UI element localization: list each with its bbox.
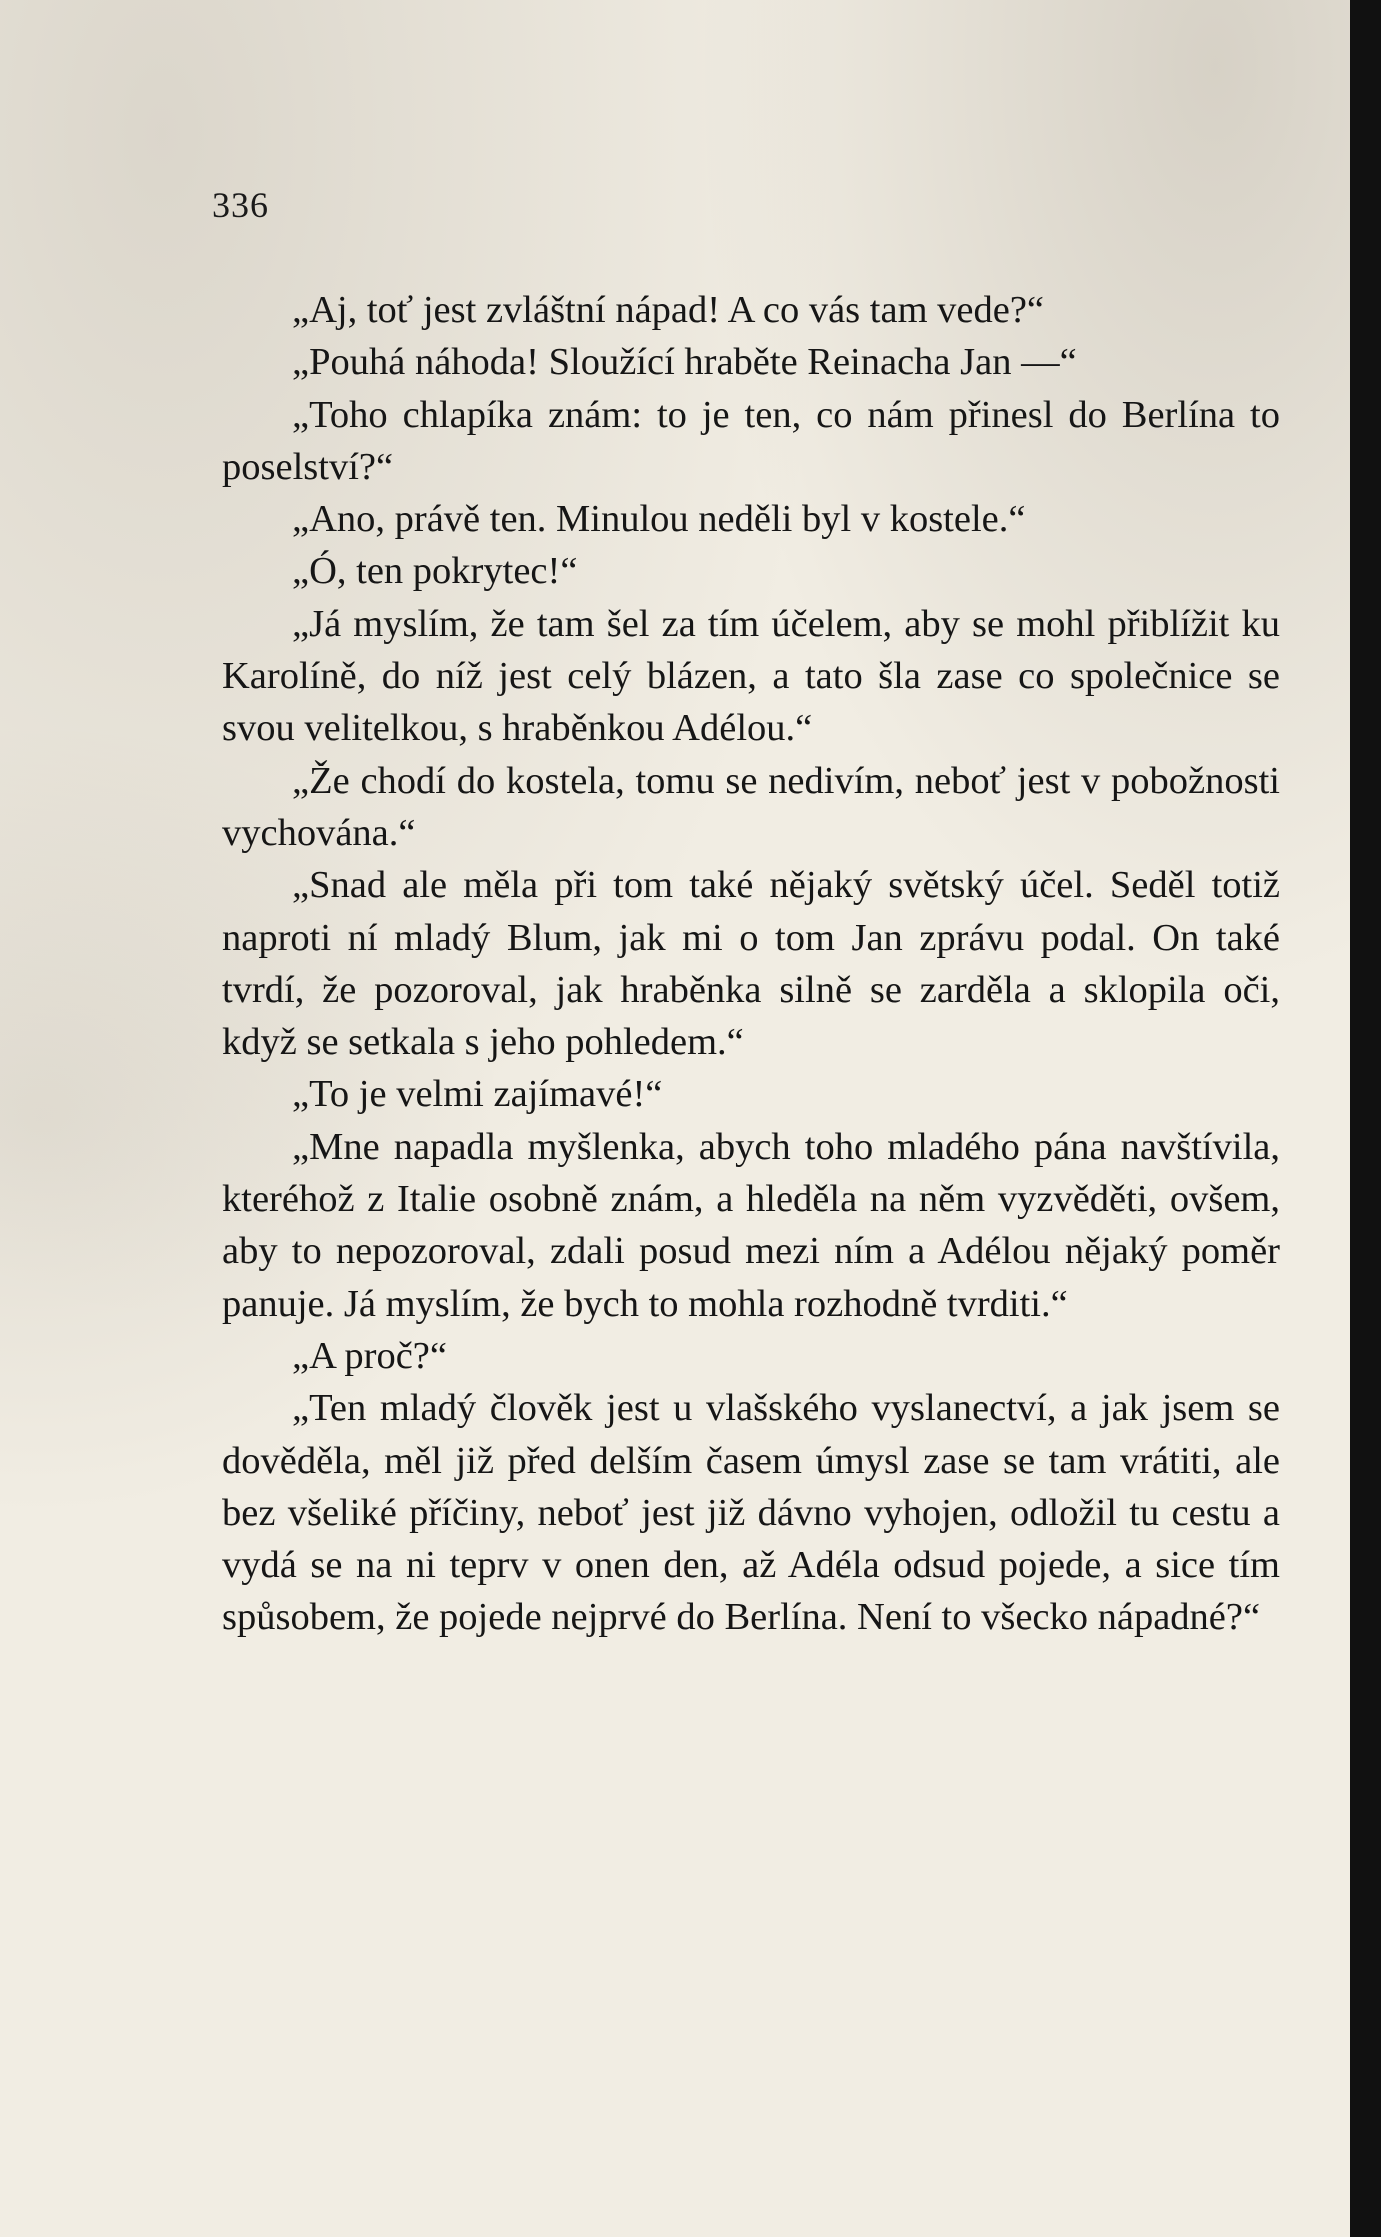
paragraph: „Já myslím, že tam šel za tím účelem, aby se mohl přiblížit ku Karolíně, do níž jest celý blázen, a tato šla zase co společnice se svou velitelkou, s hraběnkou Adélou.“ (222, 602, 1280, 750)
paragraph: „Ó, ten pokrytec!“ (292, 550, 578, 593)
scan-edge (1350, 0, 1381, 2237)
paragraph: „A proč?“ (292, 1334, 447, 1377)
paragraph: „Toho chlapíka znám: to je ten, co nám přinesl do Berlína to poselství?“ (222, 393, 1280, 488)
paragraph: „Mne napadla myšlenka, abych toho mladého pána navštívila, kteréhož z Italie osobně znám, a hleděla na něm vyzvěděti, ovšem, aby to nepozoroval, zdali posud mezi ním a Adélou nějaký poměr panuje. Já myslím, že bych to mohla rozhodně tvrditi.“ (222, 1125, 1280, 1325)
paragraph: „Aj, toť jest zvláštní nápad! A co vás tam vede?“ (292, 289, 1044, 331)
paragraph: „Pouhá náhoda! Sloužící hraběte Reinacha Jan —“ (292, 341, 1077, 384)
paragraph: „To je velmi zajímavé!“ (292, 1073, 663, 1116)
page-number: 336 (212, 185, 269, 225)
paragraph: „Že chodí do kostela, tomu se nedivím, neboť jest v pobožnosti vychována.“ (222, 759, 1280, 854)
paragraph: „Ten mladý člověk jest u vlašského vyslanectví, a jak jsem se dověděla, měl již před delším časem úmysl zase se tam vrátiti, ale bez všeliké příčiny, neboť jest již dávno vyhojen, odložil tu cestu a vydá se na ni teprv v onen den, až Adéla odsud pojede, a sice tím spůsobem, že pojede nejprvé do Berlína. Není to všecko nápadné?“ (222, 1387, 1280, 1639)
paragraph: „Snad ale měla při tom také nějaký světský účel. Seděl totiž naproti ní mladý Blum, jak mi o tom Jan zprávu podal. On také tvrdí, že pozoroval, jak hraběnka silně se zarděla a sklopila oči, když se setkala s jeho pohledem.“ (222, 864, 1280, 1064)
paragraph: „Ano, právě ten. Minulou neděli byl v kostele.“ (292, 498, 1026, 541)
body-text (222, 284, 1280, 1644)
